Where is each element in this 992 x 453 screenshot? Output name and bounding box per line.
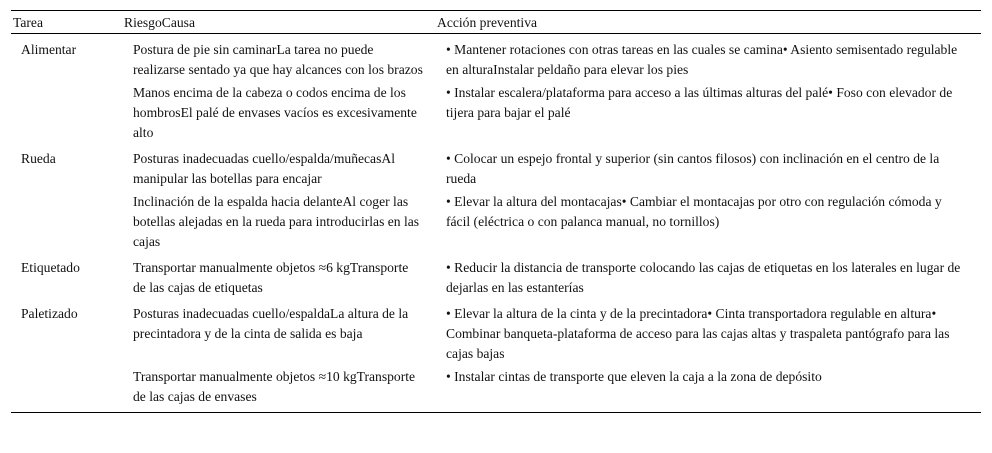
- cell-accion-preventiva: • Instalar cintas de transporte que eleven la caja a la zona de depósito: [446, 369, 822, 384]
- cell-tarea: Etiquetado: [21, 260, 80, 275]
- risk-table: [11, 10, 981, 413]
- table-row: [11, 364, 981, 413]
- cell-tarea: Rueda: [21, 151, 56, 166]
- cell-riesgo-causa: Posturas inadecuadas cuello/espaldaLa altura de la precintadora y de la cinta de salida es baja: [133, 306, 409, 341]
- cell-accion-preventiva: • Elevar la altura de la cinta y de la precintadora• Cinta transportadora regulable en altura• Combinar banqueta-plataforma de acceso para las cajas altas y traspaleta pantógrafo para las cajas bajas: [446, 306, 950, 361]
- risk-table-container: [11, 10, 981, 413]
- table-body: [11, 34, 981, 413]
- cell-tarea: [11, 189, 123, 252]
- cell-riesgo-causa: Transportar manualmente objetos ≈10 kgTransporte de las cajas de envases: [133, 369, 416, 404]
- header-tarea: Tarea: [11, 11, 123, 34]
- cell-accion-preventiva: • Instalar escalera/plataforma para acceso a las últimas alturas del palé• Foso con elevador de tijera para bajar el palé: [446, 85, 953, 120]
- header-accion-preventiva: Acción preventiva: [436, 11, 981, 34]
- cell-accion-preventiva: • Reducir la distancia de transporte colocando las cajas de etiquetas en los laterales en lugar de dejarlas en las estanterías: [446, 260, 961, 295]
- footer-rule-row: [11, 413, 981, 414]
- cell-accion-preventiva: • Mantener rotaciones con otras tareas en las cuales se camina• Asiento semisentado regulable en alturaInstalar peldaño para elevar los pies: [446, 42, 958, 77]
- cell-tarea: Alimentar: [21, 42, 77, 57]
- cell-tarea: Paletizado: [21, 306, 78, 321]
- bottom-rule: [11, 413, 981, 414]
- table-row: [11, 80, 981, 143]
- table-footer-rule: [11, 413, 981, 414]
- header-riesgo-causa: RiesgoCausa: [123, 11, 436, 34]
- cell-riesgo-causa: Manos encima de la cabeza o codos encima de los hombrosEl palé de envases vacíos es excesivamente alto: [133, 85, 417, 140]
- cell-tarea: [11, 364, 123, 413]
- cell-riesgo-causa: Postura de pie sin caminarLa tarea no puede realizarse sentado ya que hay alcances con los brazos: [133, 42, 423, 77]
- header-row: [11, 11, 981, 34]
- table-row: [11, 189, 981, 252]
- cell-riesgo-causa: Inclinación de la espalda hacia delanteAl coger las botellas alejadas en la rueda para introducirlas en las cajas: [133, 194, 420, 249]
- table-row: [11, 252, 981, 298]
- table-row: [11, 34, 981, 81]
- cell-tarea: [11, 80, 123, 143]
- table-header: [11, 11, 981, 34]
- table-row: [11, 298, 981, 364]
- cell-riesgo-causa: Transportar manualmente objetos ≈6 kgTransporte de las cajas de etiquetas: [133, 260, 409, 295]
- cell-accion-preventiva: • Elevar la altura del montacajas• Cambiar el montacajas por otro con regulación cómoda y fácil (eléctrica o con palanca manual, no tornillos): [446, 194, 942, 229]
- cell-accion-preventiva: • Colocar un espejo frontal y superior (sin cantos filosos) con inclinación en el centro de la rueda: [446, 151, 940, 186]
- cell-riesgo-causa: Posturas inadecuadas cuello/espalda/muñecasAl manipular las botellas para encajar: [133, 151, 395, 186]
- table-row: [11, 143, 981, 189]
